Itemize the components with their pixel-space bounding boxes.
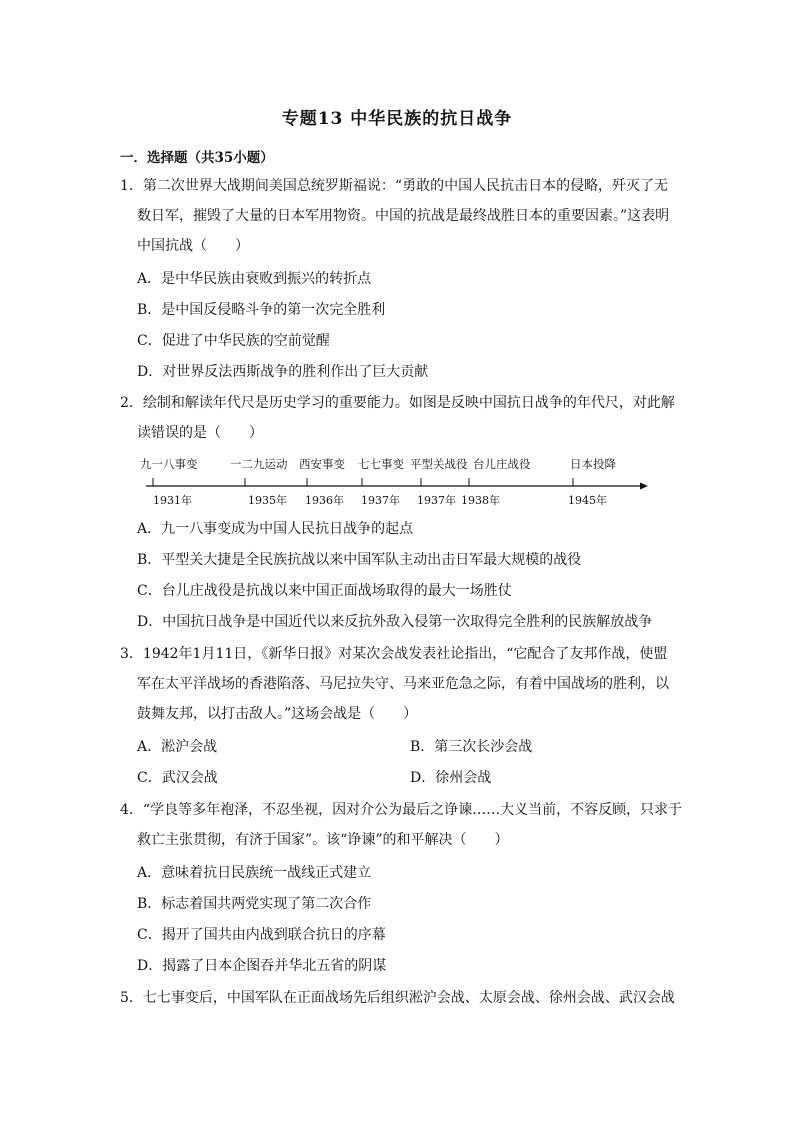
timeline-arrow xyxy=(640,483,648,490)
q1-option-b: B．是中国反侵略斗争的第一次完全胜利 xyxy=(137,302,386,318)
q4-option-c: C．揭开了国共由内战到联合抗日的序幕 xyxy=(137,927,386,943)
q5-line-1: 5．七七事变后，中国军队在正面战场先后组织淞沪会战、太原会战、徐州会战、武汉会战 xyxy=(120,990,675,1006)
timeline-event: 台儿庄战役 xyxy=(473,457,531,471)
timeline-year: 1935年 xyxy=(248,494,287,507)
timeline-year: 1937年 xyxy=(361,494,400,507)
q4-option-a: A．意味着抗日民族统一战线正式建立 xyxy=(137,865,372,881)
q1-line-1: 1．第二次世界大战期间美国总统罗斯福说：“勇敢的中国人民抗击日本的侵略，歼灭了无 xyxy=(120,178,669,194)
timeline-year: 1945年 xyxy=(568,494,607,507)
timeline-year: 1936年 xyxy=(305,494,344,507)
q3-option-d: D．徐州会战 xyxy=(410,770,492,786)
q4-option-d: D．揭露了日本企图吞并华北五省的阴谋 xyxy=(137,958,387,974)
timeline-year: 1938年 xyxy=(461,494,500,507)
q2-option-b: B．平型关大捷是全民族抗战以来中国军队主动出击日军最大规模的战役 xyxy=(137,552,582,568)
q2-option-c: C．台儿庄战役是抗战以来中国正面战场取得的最大一场胜仗 xyxy=(137,583,512,599)
timeline-event: 一二九运动 xyxy=(230,457,288,471)
q3-line-2: 军在太平洋战场的香港陷落、马尼拉失守、马来亚危急之际，有着中国战场的胜利，以 xyxy=(137,676,669,692)
timeline-event: 平型关战役 xyxy=(410,457,468,471)
timeline-event: 日本投降 xyxy=(570,457,616,471)
q2-line-2: 读错误的是（ ） xyxy=(137,425,263,441)
q3-line-3: 鼓舞友邦，以打击敌人。”这场会战是（ ） xyxy=(137,706,418,722)
q1-option-d: D．对世界反法西斯战争的胜利作出了巨大贡献 xyxy=(137,364,429,380)
q3-line-1: 3．1942年1月11日，《新华日报》对某次会战发表社论指出，“它配合了友邦作战，使盟 xyxy=(120,646,668,662)
q4-line-2: 救亡主张贯彻，有济于国家”。该“诤谏”的和平解决（ ） xyxy=(137,832,509,848)
section-heading: 一．选择题（共35小题） xyxy=(120,150,274,166)
q3-option-c: C．武汉会战 xyxy=(137,770,218,786)
q4-option-b: B．标志着国共两党实现了第二次合作 xyxy=(137,896,372,912)
q4-line-1: 4．“学良等多年袍泽，不忍坐视，因对介公为最后之诤谏……大义当前，不容反顾，只求于 xyxy=(120,802,683,818)
timeline-event: 七七事变 xyxy=(358,457,404,471)
page-title: 专题13 中华民族的抗日战争 xyxy=(281,109,513,129)
timeline-year: 1931年 xyxy=(153,494,192,507)
q3-option-b: B．第三次长沙会战 xyxy=(410,739,533,755)
q2-option-a: A．九一八事变成为中国人民抗日战争的起点 xyxy=(137,521,414,537)
timeline-figure xyxy=(140,452,650,508)
q1-option-c: C．促进了中华民族的空前觉醒 xyxy=(137,333,330,349)
q1-line-3: 中国抗战（ ） xyxy=(137,238,249,254)
q2-line-1: 2．绘制和解读年代尺是历史学习的重要能力。如图是反映中国抗日战争的年代尺，对此解 xyxy=(120,395,675,411)
q2-option-d: D．中国抗日战争是中国近代以来反抗外敌入侵第一次取得完全胜利的民族解放战争 xyxy=(137,614,653,630)
q3-option-a: A．淞沪会战 xyxy=(137,739,218,755)
q1-option-a: A．是中华民族由衰败到振兴的转折点 xyxy=(137,271,372,287)
timeline-event: 西安事变 xyxy=(299,457,345,471)
timeline-event: 九一八事变 xyxy=(140,457,198,471)
q1-line-2: 数日军，摧毁了大量的日本军用物资。中国的抗战是最终战胜日本的重要因素。”这表明 xyxy=(137,208,670,224)
timeline-year: 1937年 xyxy=(417,494,456,507)
